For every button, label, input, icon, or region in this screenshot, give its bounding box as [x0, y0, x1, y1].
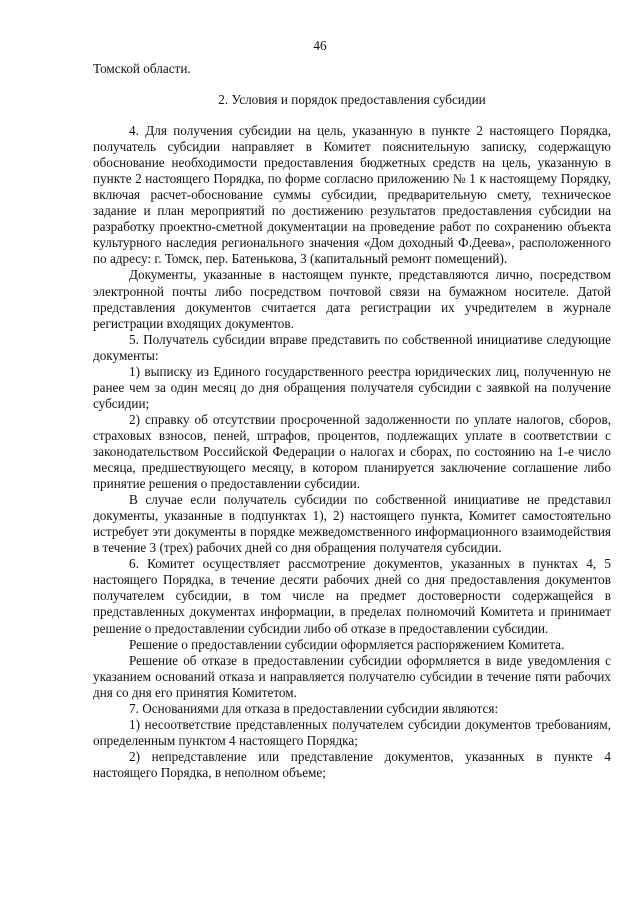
page-number: 46	[313, 38, 327, 53]
paragraph: 2) справку об отсутствии просроченной задолженности по уплате налогов, сборов, страховых взносов, пеней, штрафов, процентов, подлежащих уплате в соответствии с законодательством Российской Федерации о налогах и сборах, по состоянию на 1-е число месяца, предшествующего месяцу, в котором планируется заключение соглашение либо принятие решения о предоставлении субсидии.	[93, 411, 611, 492]
paragraph: 6. Комитет осуществляет рассмотрение документов, указанных в пунктах 4, 5 настоящего Порядка, в течение десяти рабочих дней со дня предоставления документов получателем субсидии, в том числе на предмет достоверности содержащейся в представленных документах информации, в пределах полномочий Комитета и принимает решение о предоставлении субсидии либо об отказе в предоставлении субсидии.	[93, 556, 611, 636]
paragraph: В случае если получатель субсидии по собственной инициативе не представил документы, указанные в подпунктах 1), 2) настоящего пункта, Комитет самостоятельно истребует эти документы в порядке межведомственного информационного взаимодействия в течение 3 (трех) рабочих дней со дня обращения получателя субсидии.	[93, 492, 611, 556]
paragraph: 4. Для получения субсидии на цель, указанную в пункте 2 настоящего Порядка, получатель субсидии направляет в Комитет пояснительную записку, содержащую обоснование необходимости предоставления бюджетных средств на цель, указанную в пункте 2 настоящего Порядка, по форме согласно приложению № 1 к настоящему Порядку, включая расчет-обоснование суммы субсидии, предварительную смету, техническое задание и план мероприятий по достижению результатов предоставления субсидии на разработку проектно-сметной документации на проведение работ по сохранению объекта культурного наследия регионального значения «Дом доходный Ф.Деева», расположенного по адресу: г. Томск, пер. Батенькова, 3 (капитальный ремонт помещений).	[93, 123, 611, 267]
paragraph: 7. Основаниями для отказа в предоставлении субсидии являются:	[129, 700, 499, 716]
intro-text: Томской области.	[93, 61, 191, 76]
paragraph: 5. Получатель субсидии вправе представить по собственной инициативе следующие документы:	[93, 331, 611, 363]
document-body	[93, 61, 611, 781]
paragraph: Решение об отказе в предоставлении субсидии оформляется в виде уведомления с указанием оснований отказа и направляется получателю субсидии в течение пяти рабочих дня со дня его принятия Комитетом.	[93, 652, 611, 700]
paragraph: Документы, указанные в настоящем пункте, представляются лично, посредством электронной почты либо посредством почтовой связи на бумажном носителе. Датой представления документов считается дата регистрации их учредителем в журнале регистрации входящих документов.	[93, 267, 611, 331]
section-title: 2. Условия и порядок предоставления субсидии	[218, 92, 486, 108]
paragraph: 2) непредставление или представление документов, указанных в пункте 4 настоящего Порядка, в неполном объеме;	[93, 748, 611, 780]
paragraph: Решение о предоставлении субсидии оформляется распоряжением Комитета.	[129, 636, 565, 652]
paragraph: 1) несоответствие представленных получателем субсидии документов требованиям, определенным пунктом 4 настоящего Порядка;	[93, 716, 611, 748]
paragraph: 1) выписку из Единого государственного реестра юридических лиц, полученную не ранее чем за один месяц до дня обращения получателя субсидии с заявкой на получение субсидии;	[93, 363, 611, 411]
